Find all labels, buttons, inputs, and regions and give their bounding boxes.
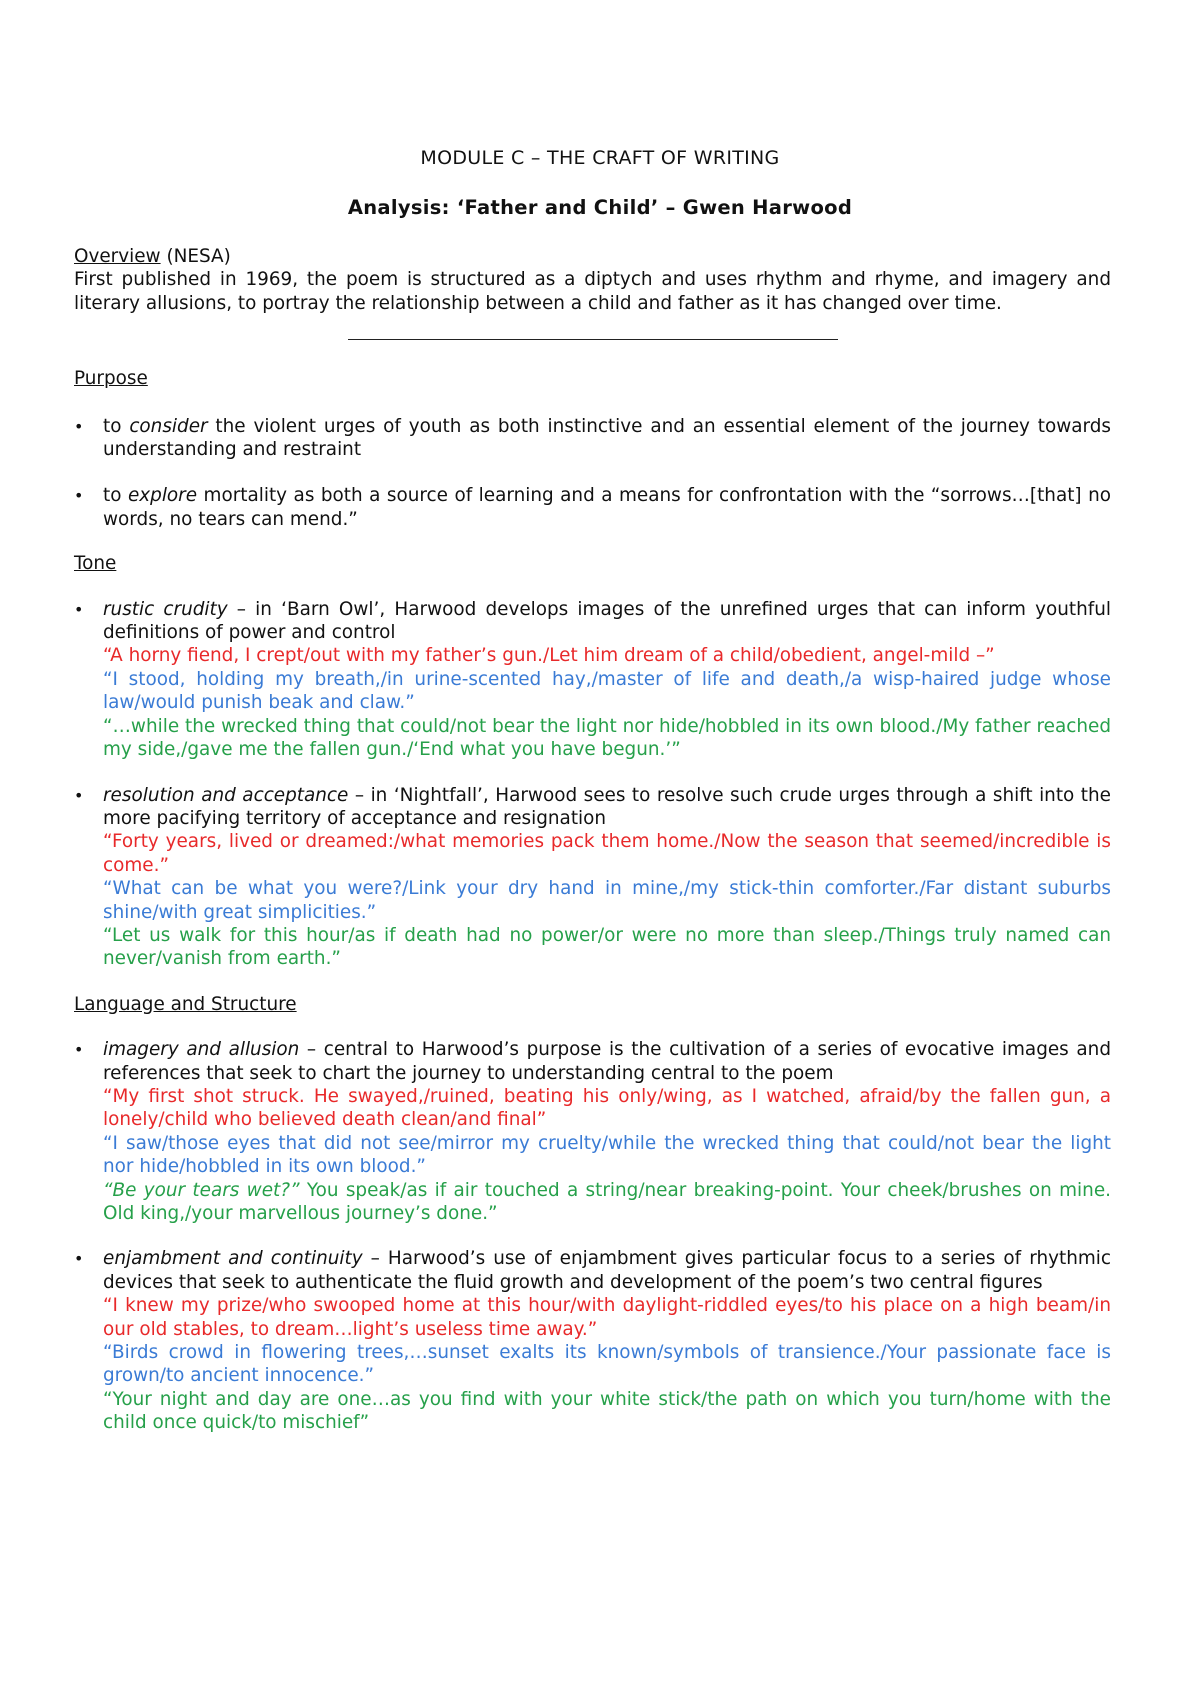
document-body — [74, 245, 1111, 1435]
bullet-icon: • — [74, 599, 84, 619]
bullet-icon: • — [74, 486, 84, 506]
language-term: imagery and allusion — [103, 1039, 300, 1061]
quote-red: “Forty years, lived or dreamed:/what memories pack them home./Now the season that seemed/incredible is come.” — [103, 831, 1111, 876]
language-heading: Language and Structure — [74, 993, 297, 1015]
overview-source: (NESA) — [160, 246, 231, 267]
quote-emphasis: “Be your tears wet?” — [103, 1179, 300, 1201]
language-description: – central to Harwood’s purpose is the cultivation of a series of evocative images and references that seek to chart the journey to understanding central to the poem — [103, 1039, 1111, 1084]
overview-heading-line — [74, 245, 1111, 268]
tone-description: – in ‘Nightfall’, Harwood sees to resolve such crude urges through a shift into the more pacifying territory of acceptance and resignation — [103, 784, 1111, 829]
quote-red: “I knew my prize/who swooped home at this hour/with daylight-riddled eyes/to his place on a high beam/in our old stables, to dream…light’s useless time away.” — [103, 1295, 1111, 1340]
quote-blue: “I stood, holding my breath,/in urine-scented hay,/master of life and death,/a wisp-haired judge whose law/would punish beak and claw.” — [103, 668, 1111, 714]
tone-list — [74, 598, 1111, 971]
tone-item-resolution — [74, 784, 1111, 971]
purpose-item-text: to — [103, 415, 130, 437]
tone-term: rustic crudity — [103, 598, 228, 620]
document-title: MODULE C – THE CRAFT OF WRITING — [420, 147, 780, 169]
purpose-item-emphasis: consider — [129, 415, 208, 437]
purpose-item-text: to — [103, 485, 128, 507]
bullet-icon: • — [74, 416, 84, 436]
tone-item-rustic-crudity — [74, 598, 1111, 762]
quote-red: “My first shot struck. He swayed,/ruined, beating his only/wing, as I watched, afraid/by the fallen gun, a lonely/child who believed death clean/and final” — [103, 1085, 1111, 1131]
purpose-item-consider — [74, 415, 1111, 462]
overview-text: First published in 1969, the poem is structured as a diptych and uses rhythm and rhyme, and imagery and literary allusions, to portray the relationship between a child and father as it has changed over time. — [74, 269, 1111, 314]
bullet-icon: • — [74, 1040, 84, 1060]
purpose-item-emphasis: explore — [127, 485, 198, 507]
purpose-heading: Purpose — [74, 368, 148, 390]
purpose-list — [74, 415, 1111, 532]
quote-green: “Let us walk for this hour/as if death had no power/or were no more than sleep./Things truly named can never/vanish from earth.” — [103, 924, 1111, 970]
overview-heading: Overview — [74, 246, 161, 267]
quote-green — [103, 1179, 1111, 1226]
bullet-icon: • — [74, 1249, 84, 1269]
quote-red: “A horny fiend, I crept/out with my father’s gun./Let him dream of a child/obedient, angel-mild –” — [103, 645, 995, 667]
quote-blue: “I saw/those eyes that did not see/mirror my cruelty/while the wrecked thing that could/not bear the light nor hide/hobbled in its own blood.” — [103, 1132, 1111, 1178]
bullet-icon: • — [74, 785, 84, 805]
purpose-item-text: the violent urges of youth as both instinctive and an essential element of the journey towards understanding and restraint — [103, 415, 1111, 461]
quote-green: “Your night and day are one…as you find with your white stick/the path on which you turn/home with the child once quick/to mischief” — [103, 1388, 1111, 1434]
quote-text: You speak/as if air touched a string/near breaking-point. Your cheek/brushes on mine. Old king,/your marvellous journey’s done.” — [103, 1179, 1111, 1224]
language-item-enjambment — [74, 1247, 1111, 1434]
language-description: – Harwood’s use of enjambment gives particular focus to a series of rhythmic devices that seek to authenticate the fluid growth and development of the poem’s two central figures — [103, 1248, 1111, 1293]
language-list — [74, 1038, 1111, 1435]
document-subtitle: Analysis: ‘Father and Child’ – Gwen Harwood — [347, 196, 853, 219]
purpose-item-text: mortality as both a source of learning and a means for confrontation with the “sorrows…[that] no words, no tears can mend.” — [103, 485, 1111, 530]
purpose-item-explore — [74, 484, 1111, 531]
quote-green: “…while the wrecked thing that could/not bear the light nor hide/hobbled in its own blood./My father reached my side,/gave me the fallen gun./‘End what you have begun.’” — [103, 715, 1111, 761]
tone-heading: Tone — [74, 553, 117, 575]
quote-blue: “What can be what you were?/Link your dry hand in mine,/my stick-thin comforter./Far distant suburbs shine/with great simplicities.” — [103, 878, 1111, 923]
tone-description: – in ‘Barn Owl’, Harwood develops images of the unrefined urges that can inform youthful definitions of power and control — [103, 598, 1112, 644]
language-term: enjambment and continuity — [103, 1248, 363, 1270]
tone-term: resolution and acceptance — [103, 784, 349, 806]
language-item-imagery — [74, 1038, 1111, 1225]
quote-blue: “Birds crowd in flowering trees,…sunset exalts its known/symbols of transience./Your passionate face is grown/to ancient innocence.” — [103, 1342, 1111, 1387]
divider-line — [348, 339, 838, 340]
